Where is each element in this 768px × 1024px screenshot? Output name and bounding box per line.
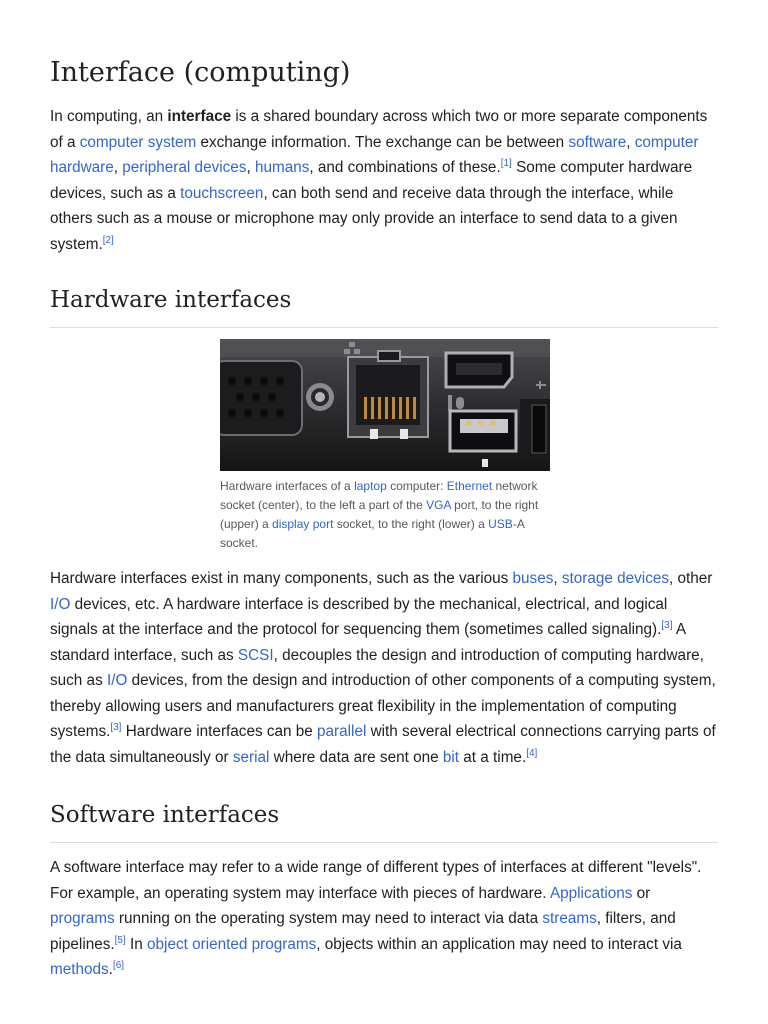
- text: ,: [113, 159, 123, 176]
- text: , and combinations of these.: [309, 159, 501, 176]
- hardware-paragraph: [50, 566, 718, 770]
- photo-drawing: [220, 339, 550, 471]
- text: computer:: [386, 479, 447, 493]
- text: , filters, and pipelines.: [50, 910, 676, 953]
- text: , can both send and receive data through the interface, while others such as a mouse or microphone may only provide an interface to send data to a given system.: [50, 184, 678, 253]
- link-laptop[interactable]: laptop: [354, 479, 387, 493]
- link-serial[interactable]: serial: [232, 748, 270, 766]
- reference-3[interactable]: [3]: [110, 722, 122, 733]
- link-vga[interactable]: VGA: [426, 498, 451, 512]
- bold-term: interface: [167, 108, 232, 125]
- link-buses[interactable]: buses: [512, 570, 554, 587]
- link-streams[interactable]: streams: [542, 910, 597, 927]
- link-io[interactable]: I/O: [106, 672, 128, 689]
- section-heading-hardware: Hardware interfaces: [50, 285, 718, 328]
- text: or: [632, 884, 651, 902]
- software-paragraph: [50, 855, 718, 983]
- text: ,: [246, 159, 255, 176]
- text: devices, etc. A hardware interface is described by the mechanical, electrical, and logical signals at the interface and the protocol for sequencing them (sometimes called signaling).: [50, 595, 668, 638]
- section-heading-software: Software interfaces: [50, 800, 718, 843]
- text: -A socket.: [220, 517, 525, 550]
- text: , objects within an application may need to interact via: [316, 935, 682, 953]
- intro-paragraph: [50, 104, 718, 257]
- reference-4[interactable]: [4]: [526, 747, 538, 759]
- reference-3[interactable]: [3]: [661, 620, 673, 631]
- link-io[interactable]: I/O: [50, 595, 71, 613]
- link-scsi[interactable]: SCSI: [237, 646, 274, 664]
- text: Hardware interfaces of a: [220, 479, 355, 493]
- link-touchscreen[interactable]: touchscreen: [180, 184, 264, 202]
- text: at a time.: [459, 748, 527, 766]
- text: , decouples the design and introduction of computing hardware, such as: [50, 646, 704, 689]
- link-display-port[interactable]: display port: [272, 517, 334, 531]
- link-object-oriented-programs[interactable]: object oriented programs: [147, 935, 317, 953]
- text: Hardware interfaces can be: [121, 723, 318, 740]
- text: ,: [626, 133, 635, 151]
- text: socket, to the right (lower) a: [333, 517, 489, 531]
- link-storage-devices[interactable]: storage devices: [561, 570, 669, 587]
- text: A standard interface, such as: [50, 621, 686, 664]
- link-humans[interactable]: humans: [254, 159, 310, 176]
- text: In: [125, 935, 148, 953]
- link-parallel[interactable]: parallel: [317, 723, 367, 740]
- text: A software interface may refer to a wide range of different types of interfaces at different "levels". For example, an operating system may interface with pieces of hardware.: [50, 859, 702, 902]
- text: where data are sent one: [269, 748, 443, 766]
- link-methods[interactable]: methods: [50, 961, 109, 978]
- link-bit[interactable]: bit: [442, 748, 460, 766]
- text: port, to the right (upper) a: [220, 498, 539, 531]
- reference-5[interactable]: [5]: [114, 934, 126, 946]
- link-ethernet[interactable]: Ethernet: [446, 479, 493, 493]
- text: Hardware interfaces exist in many components, such as the various: [50, 570, 513, 587]
- link-software[interactable]: software: [568, 133, 627, 151]
- laptop-ports-photo[interactable]: [220, 339, 550, 471]
- text: exchange information. The exchange can be between: [196, 133, 569, 151]
- link-peripheral-devices[interactable]: peripheral devices: [122, 159, 247, 176]
- page-title: Interface (computing): [50, 57, 351, 88]
- text: devices, from the design and introduction of other components of a computing system, thereby allowing users and manufacturers great flexibility in the implementation of computing systems.: [50, 672, 716, 740]
- link-applications[interactable]: Applications: [549, 884, 633, 902]
- text: , other: [669, 570, 713, 587]
- link-usb[interactable]: USB: [488, 517, 513, 531]
- reference-6[interactable]: [6]: [112, 960, 125, 971]
- text: with several electrical connections carrying parts of the data simultaneously or: [50, 723, 716, 766]
- text: .: [108, 961, 113, 978]
- text: ,: [553, 570, 562, 587]
- figure-caption: [220, 477, 550, 553]
- reference-2[interactable]: [2]: [102, 234, 114, 246]
- text: running on the operating system may need to interact via data: [114, 910, 543, 927]
- figure-hardware-ports: [220, 339, 550, 553]
- link-computer-hardware[interactable]: computer hardware: [50, 133, 699, 176]
- link-programs[interactable]: programs: [50, 910, 115, 927]
- text: Some computer hardware devices, such as a: [50, 159, 693, 202]
- link-computer-system[interactable]: computer system: [79, 133, 197, 151]
- text: In computing, an: [50, 108, 168, 125]
- reference-1[interactable]: [1]: [500, 158, 512, 169]
- text: network socket (center), to the left a part of the: [220, 479, 538, 512]
- text: is a shared boundary across which two or more separate components of a: [50, 108, 708, 151]
